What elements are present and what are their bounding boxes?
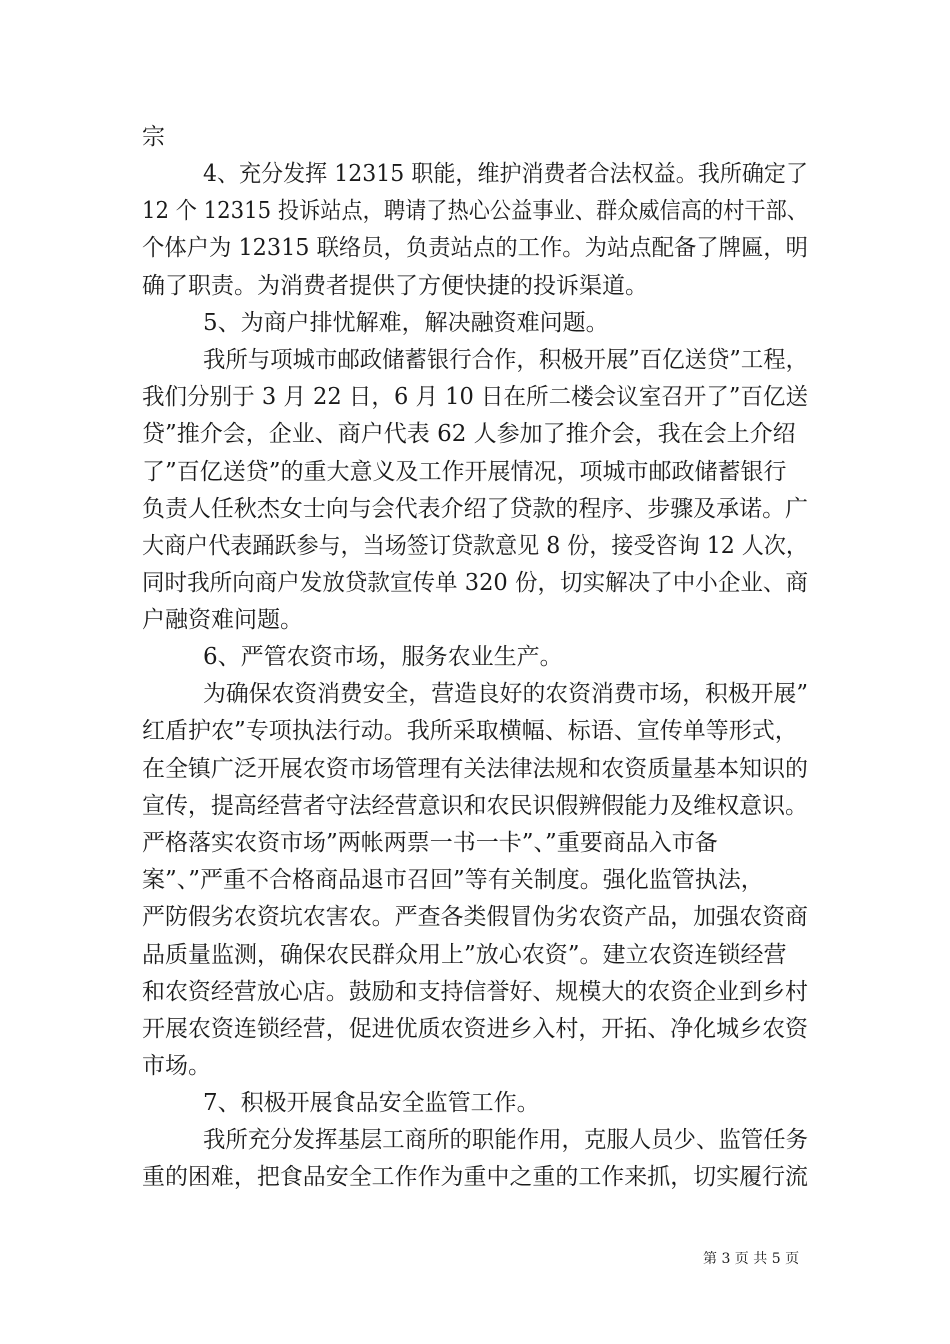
text-line: 严格落实农资市场”两帐两票一书一卡”、”重要商品入市备 [142, 830, 718, 856]
text-line: 宣传，提高经营者守法经营意识和农民识假辨假能力及维权意识。 [142, 793, 808, 819]
text-line: 5、为商户排忧解难，解决融资难问题。 [203, 310, 609, 336]
text-line: 了”百亿送贷”的重大意义及工作开展情况，项城市邮政储蓄银行 [142, 459, 787, 485]
text-line: 品质量监测，确保农民群众用上”放心农资”。建立农资连锁经营 [142, 942, 787, 968]
text-line: 严防假劣农资坑农害农。严查各类假冒伪劣农资产品，加强农资商 [142, 904, 808, 930]
text-line: 6、严管农资市场，服务农业生产。 [203, 644, 563, 670]
text-line: 为确保农资消费安全，营造良好的农资消费市场，积极开展” [203, 681, 808, 707]
text-line: 负责人任秋杰女士向与会代表介绍了贷款的程序、步骤及承诺。广 [142, 496, 808, 522]
text-line: 在全镇广泛开展农资市场管理有关法律法规和农资质量基本知识的 [142, 756, 808, 782]
text-line: 7、积极开展食品安全监管工作。 [203, 1090, 540, 1116]
text-line: 我们分别于 3 月 22 日，6 月 10 日在所二楼会议室召开了”百亿送 [142, 384, 808, 410]
text-line: 同时我所向商户发放贷款宣传单 320 份，切实解决了中小企业、商 [142, 570, 808, 596]
text-line: 个体户为 12315 联络员，负责站点的工作。为站点配备了牌匾，明 [142, 235, 808, 261]
text-line: 4、充分发挥 12315 职能，维护消费者合法权益。我所确定了 [203, 161, 808, 187]
text-line: 和农资经营放心店。鼓励和支持信誉好、规模大的农资企业到乡村 [142, 979, 808, 1005]
text-line: 重的困难，把食品安全工作作为重中之重的工作来抓，切实履行流 [142, 1164, 808, 1190]
text-line: 宗 [142, 124, 165, 150]
text-line: 红盾护农”专项执法行动。我所采取横幅、标语、宣传单等形式， [142, 718, 798, 744]
text-line: 贷”推介会，企业、商户代表 62 人参加了推介会，我在会上介绍 [142, 421, 796, 447]
text-line: 我所充分发挥基层工商所的职能作用，克服人员少、监管任务 [203, 1127, 808, 1153]
page-number-footer: 第 3 页 共 5 页 [703, 1251, 800, 1267]
text-line: 我所与项城市邮政储蓄银行合作，积极开展”百亿送贷”工程， [203, 347, 808, 373]
text-line: 确了职责。为消费者提供了方便快捷的投诉渠道。 [142, 273, 648, 299]
text-line: 市场。 [142, 1053, 211, 1079]
text-line: 开展农资连锁经营，促进优质农资进乡入村，开拓、净化城乡农资 [142, 1016, 808, 1042]
text-line: 12 个 12315 投诉站点，聘请了热心公益事业、群众威信高的村干部、 [142, 198, 808, 224]
text-line: 户融资难问题。 [142, 607, 303, 633]
text-line: 大商户代表踊跃参与，当场签订贷款意见 8 份，接受咨询 12 人次， [142, 533, 808, 559]
text-line: 案”、”严重不合格商品退市召回”等有关制度。强化监管执法， [142, 867, 764, 893]
